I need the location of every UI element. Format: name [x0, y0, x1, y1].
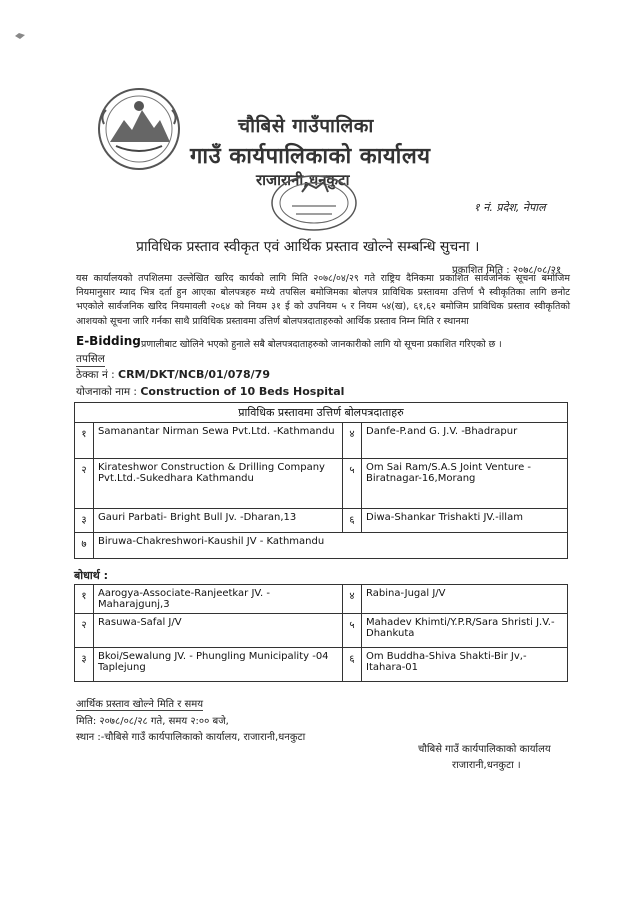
row-number: ५: [343, 614, 362, 648]
row-number: १: [75, 585, 94, 614]
ebidding-text: प्रणालीबाट खोलिने भएको हुनाले सबै बोलपत्रदाताहरुको जानकारीको लागि यो सूचना प्रकाशित गरिएको छ ।: [141, 339, 502, 350]
row-number: २: [75, 614, 94, 648]
table-row: [75, 648, 568, 682]
row-number: ५: [343, 459, 362, 509]
contract-label: ठेक्का नं :: [76, 369, 115, 381]
org-address: राजारानी,धनकुटा: [256, 171, 350, 189]
province-label: १ नं. प्रदेश, नेपाल: [474, 201, 546, 214]
ebidding-label: E-Bidding: [76, 334, 141, 348]
financial-opening-place: स्थान :-चौबिसे गाउँ कार्यपालिकाको कार्यालय, राजारानी,धनकुटा: [76, 732, 306, 743]
row-number: ३: [75, 648, 94, 682]
table-header: प्राविधिक प्रस्तावमा उत्तिर्ण बोलपत्रदाताहरु: [75, 403, 568, 423]
passed-bidders-table: [74, 402, 568, 559]
row-number: ३: [75, 509, 94, 533]
bidder-name: Kirateshwor Construction & Drilling Company Pvt.Ltd.-Sukedhara Kathmandu: [94, 459, 343, 509]
row-number: ४: [343, 585, 362, 614]
bidder-name: Diwa-Shankar Trishakti JV.-illam: [362, 509, 568, 533]
notice-title: प्राविधिक प्रस्ताव स्वीकृत एवं आर्थिक प्रस्ताव खोल्ने सम्बन्धि सुचना ।: [136, 239, 480, 255]
municipality-emblem-icon: [96, 86, 182, 172]
office-seal-icon: [268, 172, 360, 234]
published-date: प्रकाशित मिति : २०७८/०८/२१: [452, 265, 562, 276]
bidder-name: Mahadev Khimti/Y.P.R/Sara Shristi J.V.-Dhankuta: [362, 614, 568, 648]
project-name: [76, 385, 344, 399]
signature-office: चौबिसे गाउँ कार्यपालिकाको कार्यालय: [418, 744, 551, 755]
row-number: ६: [343, 648, 362, 682]
table-row: [75, 459, 568, 509]
row-number: ४: [343, 423, 362, 459]
contract-value: CRM/DKT/NCB/01/078/79: [118, 368, 270, 381]
table-row: [75, 585, 568, 614]
bidder-name: Biruwa-Chakreshwori-Kaushil JV - Kathmandu: [94, 533, 568, 559]
project-label: योजनाको नाम :: [76, 386, 137, 398]
details-label: तपसिल: [76, 353, 105, 365]
bidder-name: Rabina-Jugal J/V: [362, 585, 568, 614]
org-name-line1: चौबिसे गाउँपालिका: [238, 115, 374, 137]
bidder-name: Samanantar Nirman Sewa Pvt.Ltd. -Kathmandu: [94, 423, 343, 459]
bidder-name: Om Buddha-Shiva Shakti-Bir Jv,- Itahara-01: [362, 648, 568, 682]
bidder-name: Gauri Parbati- Bright Bull Jv. -Dharan,13: [94, 509, 343, 533]
table-row: [75, 614, 568, 648]
project-value: Construction of 10 Beds Hospital: [140, 385, 345, 398]
bidder-name: Rasuwa-Safal J/V: [94, 614, 343, 648]
table-row: [75, 533, 568, 559]
financial-opening-date: मिति: २०७८/०८/२८ गते, समय २:०० बजे,: [76, 716, 229, 727]
table-row: [75, 423, 568, 459]
row-number: २: [75, 459, 94, 509]
financial-opening-label: आर्थिक प्रस्ताव खोल्ने मिति र समय: [76, 696, 203, 711]
table-row: [75, 509, 568, 533]
bidder-name: Danfe-P.and G. J.V. -Bhadrapur: [362, 423, 568, 459]
bodhartha-label: बोधार्थ :: [74, 569, 109, 582]
row-number: १: [75, 423, 94, 459]
notice-paragraph: यस कार्यालयको तपशिलमा उल्लेखित खरिद कार्यको लागि मिति २०७८/०४/२९ गते राष्ट्रिय दैनिकमा प्रकाशित सार्वजनिक सूचना बमोजिम नियमानुसार म्याद भित्र दर्ता हुन आएका बोलपत्रहरु मध्ये तपसिल बमोजिमका बोलपत्र प्राविधिक प्रस्तावमा उत्तिर्ण भै स्वीकृतिका लागि छनोट भएकोले सार्वजनिक खरिद नियमावली २०६४ को नियम ३१ ई को उपनियम ५ र नियम ५४(ख), ६१,६२ बमोजिम प्राविधिक प्रस्ताव स्वीकृतिको आशयको सूचना जारि गर्नका साथै प्राविधिक प्रस्तावमा उत्तिर्ण बोलपत्रदाताहरुको आर्थिक प्रस्ताव निम्न मिति र स्थानमा: [76, 273, 570, 327]
row-number: ६: [343, 509, 362, 533]
bidder-name: Bkoi/Sewalung JV. - Phungling Municipality -04 Taplejung: [94, 648, 343, 682]
signature-address: राजारानी,धनकुटा ।: [452, 760, 521, 771]
bodhartha-table: [74, 584, 568, 682]
row-number: ७: [75, 533, 94, 559]
scan-mark-icon: [14, 32, 26, 40]
org-name-line2: गाउँ कार्यपालिकाको कार्यालय: [190, 144, 431, 169]
bidder-name: Om Sai Ram/S.A.S Joint Venture -Biratnagar-16,Morang: [362, 459, 568, 509]
contract-number: [76, 368, 270, 382]
bidder-name: Aarogya-Associate-Ranjeetkar JV. - Maharajgunj,3: [94, 585, 343, 614]
